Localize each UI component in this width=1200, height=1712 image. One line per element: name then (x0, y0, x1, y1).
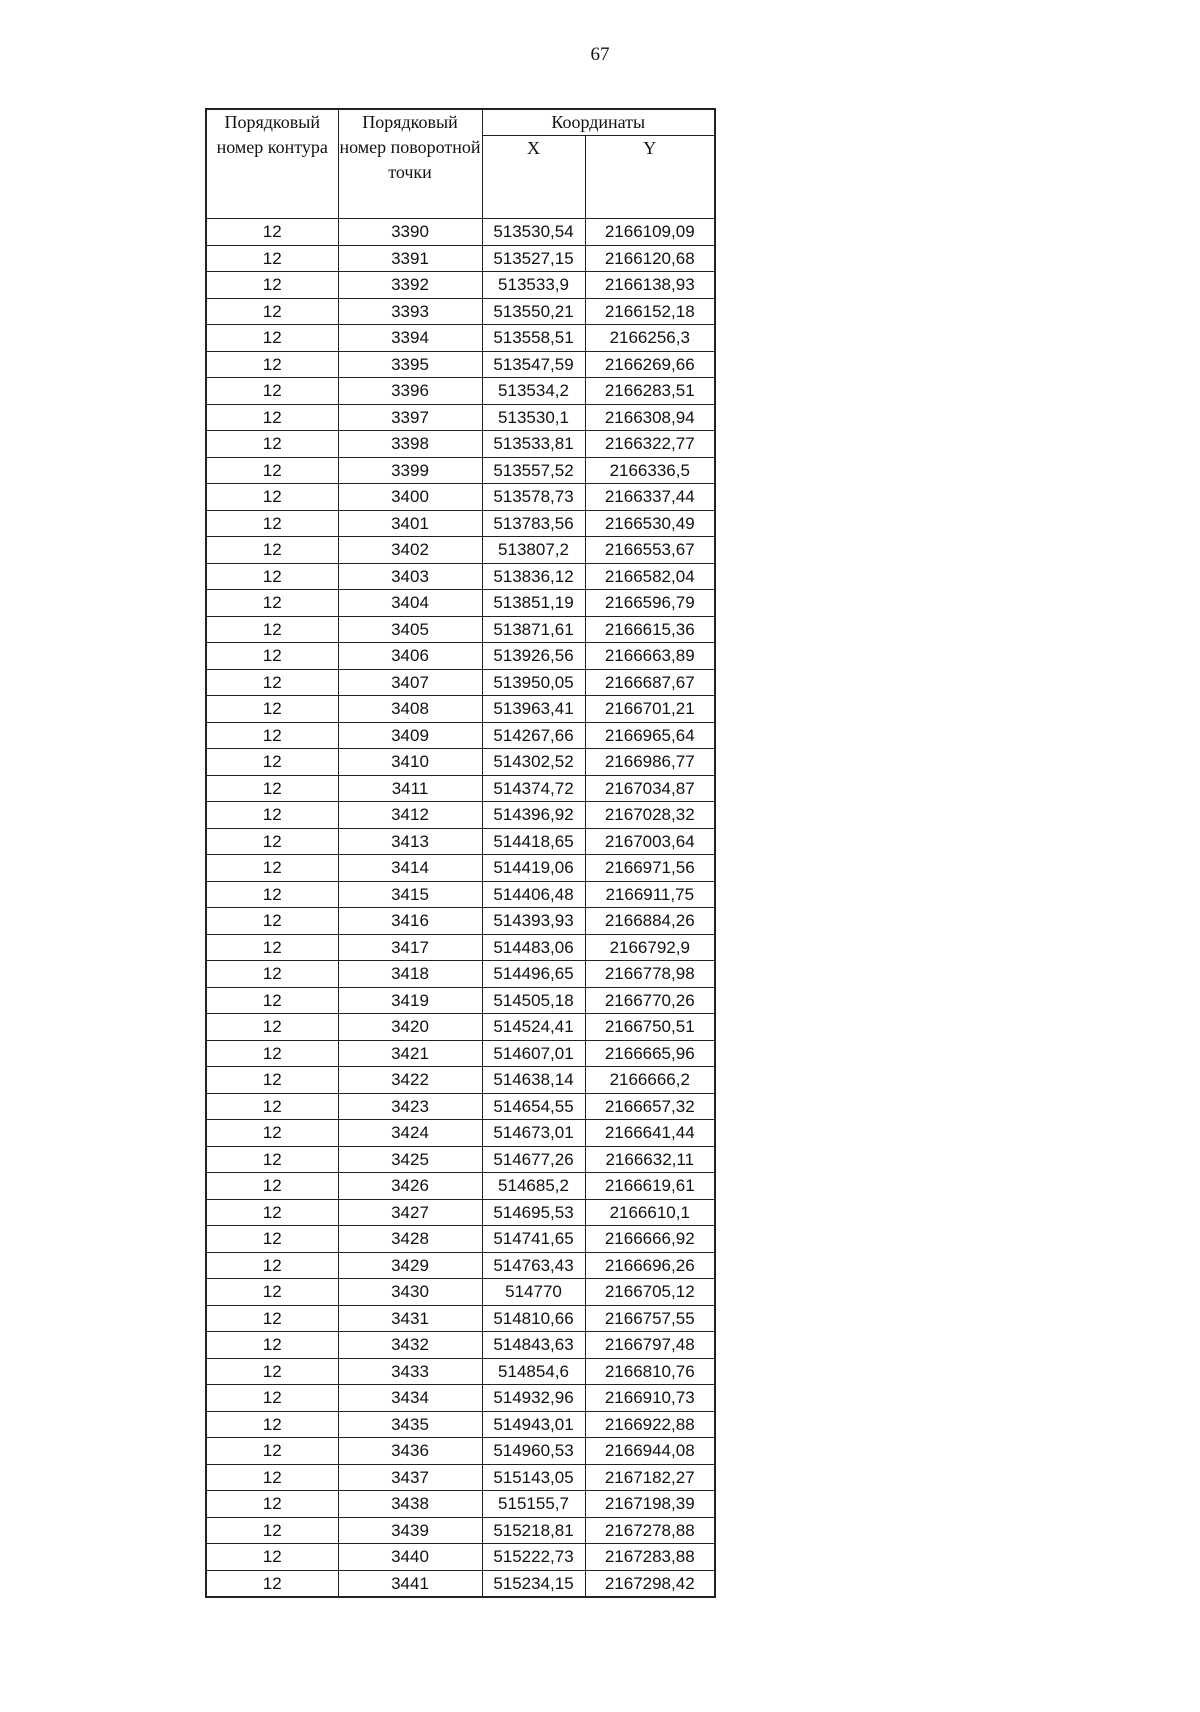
cell-x: 513533,9 (482, 272, 585, 299)
cell-contour-number: 12 (206, 1570, 338, 1597)
cell-point-number: 3414 (338, 855, 482, 882)
cell-y: 2166810,76 (585, 1358, 715, 1385)
cell-y: 2166663,89 (585, 643, 715, 670)
cell-x: 515155,7 (482, 1491, 585, 1518)
table-row (206, 245, 715, 272)
table-row (206, 1040, 715, 1067)
cell-y: 2166322,77 (585, 431, 715, 458)
cell-contour-number: 12 (206, 802, 338, 829)
cell-x: 513533,81 (482, 431, 585, 458)
cell-point-number: 3404 (338, 590, 482, 617)
cell-point-number: 3422 (338, 1067, 482, 1094)
cell-y: 2166701,21 (585, 696, 715, 723)
cell-point-number: 3396 (338, 378, 482, 405)
table-row (206, 1067, 715, 1094)
cell-y: 2167003,64 (585, 828, 715, 855)
cell-y: 2166632,11 (585, 1146, 715, 1173)
cell-contour-number: 12 (206, 1332, 338, 1359)
cell-contour-number: 12 (206, 1544, 338, 1571)
table-row (206, 881, 715, 908)
table-row (206, 696, 715, 723)
cell-x: 514393,93 (482, 908, 585, 935)
cell-y: 2166138,93 (585, 272, 715, 299)
cell-point-number: 3433 (338, 1358, 482, 1385)
cell-y: 2166770,26 (585, 987, 715, 1014)
cell-x: 514843,63 (482, 1332, 585, 1359)
cell-contour-number: 12 (206, 643, 338, 670)
cell-x: 514685,2 (482, 1173, 585, 1200)
table-row (206, 1014, 715, 1041)
table-row (206, 510, 715, 537)
table-row (206, 987, 715, 1014)
cell-contour-number: 12 (206, 1464, 338, 1491)
cell-contour-number: 12 (206, 908, 338, 935)
cell-contour-number: 12 (206, 1067, 338, 1094)
cell-x: 513534,2 (482, 378, 585, 405)
cell-x: 514374,72 (482, 775, 585, 802)
table-row (206, 1305, 715, 1332)
cell-contour-number: 12 (206, 1014, 338, 1041)
cell-point-number: 3413 (338, 828, 482, 855)
table-row (206, 431, 715, 458)
cell-point-number: 3408 (338, 696, 482, 723)
cell-point-number: 3405 (338, 616, 482, 643)
cell-y: 2166152,18 (585, 298, 715, 325)
cell-y: 2166641,44 (585, 1120, 715, 1147)
cell-point-number: 3428 (338, 1226, 482, 1253)
cell-contour-number: 12 (206, 457, 338, 484)
cell-point-number: 3410 (338, 749, 482, 776)
cell-contour-number: 12 (206, 1173, 338, 1200)
table-row (206, 961, 715, 988)
cell-x: 513547,59 (482, 351, 585, 378)
cell-x: 513851,19 (482, 590, 585, 617)
cell-contour-number: 12 (206, 881, 338, 908)
cell-contour-number: 12 (206, 696, 338, 723)
cell-x: 515218,81 (482, 1517, 585, 1544)
cell-y: 2166596,79 (585, 590, 715, 617)
cell-x: 514524,41 (482, 1014, 585, 1041)
cell-contour-number: 12 (206, 563, 338, 590)
cell-point-number: 3421 (338, 1040, 482, 1067)
table-row (206, 1438, 715, 1465)
cell-x: 513550,21 (482, 298, 585, 325)
cell-x: 514496,65 (482, 961, 585, 988)
cell-contour-number: 12 (206, 1199, 338, 1226)
table-row (206, 590, 715, 617)
cell-y: 2166530,49 (585, 510, 715, 537)
cell-y: 2166109,09 (585, 219, 715, 246)
cell-y: 2166757,55 (585, 1305, 715, 1332)
cell-contour-number: 12 (206, 219, 338, 246)
table-row (206, 1358, 715, 1385)
cell-contour-number: 12 (206, 1438, 338, 1465)
table-row (206, 404, 715, 431)
cell-point-number: 3400 (338, 484, 482, 511)
table-row (206, 1173, 715, 1200)
cell-x: 514673,01 (482, 1120, 585, 1147)
cell-contour-number: 12 (206, 749, 338, 776)
cell-point-number: 3418 (338, 961, 482, 988)
cell-x: 513557,52 (482, 457, 585, 484)
cell-y: 2167283,88 (585, 1544, 715, 1571)
cell-contour-number: 12 (206, 272, 338, 299)
table-row (206, 378, 715, 405)
cell-y: 2166657,32 (585, 1093, 715, 1120)
table-row (206, 537, 715, 564)
cell-point-number: 3420 (338, 1014, 482, 1041)
cell-x: 514854,6 (482, 1358, 585, 1385)
cell-point-number: 3424 (338, 1120, 482, 1147)
cell-point-number: 3423 (338, 1093, 482, 1120)
table-row (206, 325, 715, 352)
table-row (206, 1464, 715, 1491)
cell-y: 2167034,87 (585, 775, 715, 802)
cell-x: 514677,26 (482, 1146, 585, 1173)
cell-y: 2166120,68 (585, 245, 715, 272)
cell-contour-number: 12 (206, 1279, 338, 1306)
cell-contour-number: 12 (206, 616, 338, 643)
cell-y: 2166910,73 (585, 1385, 715, 1412)
cell-point-number: 3441 (338, 1570, 482, 1597)
cell-contour-number: 12 (206, 537, 338, 564)
cell-point-number: 3394 (338, 325, 482, 352)
cell-contour-number: 12 (206, 1491, 338, 1518)
cell-point-number: 3434 (338, 1385, 482, 1412)
table-header (206, 109, 715, 219)
cell-point-number: 3411 (338, 775, 482, 802)
cell-y: 2166336,5 (585, 457, 715, 484)
cell-contour-number: 12 (206, 245, 338, 272)
cell-x: 514695,53 (482, 1199, 585, 1226)
cell-y: 2166687,67 (585, 669, 715, 696)
cell-y: 2166911,75 (585, 881, 715, 908)
cell-point-number: 3419 (338, 987, 482, 1014)
cell-point-number: 3399 (338, 457, 482, 484)
cell-y: 2166615,36 (585, 616, 715, 643)
header-x: X (482, 136, 585, 219)
table-row (206, 272, 715, 299)
cell-x: 514741,65 (482, 1226, 585, 1253)
cell-x: 513530,1 (482, 404, 585, 431)
cell-contour-number: 12 (206, 1093, 338, 1120)
cell-y: 2166269,66 (585, 351, 715, 378)
table-row (206, 1120, 715, 1147)
cell-point-number: 3415 (338, 881, 482, 908)
cell-y: 2166922,88 (585, 1411, 715, 1438)
cell-contour-number: 12 (206, 298, 338, 325)
cell-x: 514419,06 (482, 855, 585, 882)
table-row (206, 1146, 715, 1173)
cell-contour-number: 12 (206, 987, 338, 1014)
table-row (206, 643, 715, 670)
cell-y: 2166696,26 (585, 1252, 715, 1279)
cell-x: 513926,56 (482, 643, 585, 670)
cell-y: 2166705,12 (585, 1279, 715, 1306)
table-row (206, 1491, 715, 1518)
table-row (206, 484, 715, 511)
cell-y: 2166582,04 (585, 563, 715, 590)
table-row (206, 1385, 715, 1412)
cell-y: 2166971,56 (585, 855, 715, 882)
cell-contour-number: 12 (206, 934, 338, 961)
cell-y: 2167298,42 (585, 1570, 715, 1597)
cell-contour-number: 12 (206, 1517, 338, 1544)
cell-x: 514960,53 (482, 1438, 585, 1465)
cell-x: 514654,55 (482, 1093, 585, 1120)
cell-point-number: 3427 (338, 1199, 482, 1226)
cell-contour-number: 12 (206, 855, 338, 882)
cell-x: 514638,14 (482, 1067, 585, 1094)
cell-contour-number: 12 (206, 378, 338, 405)
cell-x: 514505,18 (482, 987, 585, 1014)
table-row (206, 669, 715, 696)
table-row (206, 1093, 715, 1120)
cell-point-number: 3397 (338, 404, 482, 431)
cell-contour-number: 12 (206, 1358, 338, 1385)
cell-contour-number: 12 (206, 1385, 338, 1412)
cell-x: 513871,61 (482, 616, 585, 643)
cell-contour-number: 12 (206, 1305, 338, 1332)
cell-contour-number: 12 (206, 1146, 338, 1173)
cell-x: 515222,73 (482, 1544, 585, 1571)
page-number: 67 (590, 44, 610, 65)
cell-contour-number: 12 (206, 961, 338, 988)
cell-y: 2167198,39 (585, 1491, 715, 1518)
table-row (206, 351, 715, 378)
cell-y: 2166750,51 (585, 1014, 715, 1041)
cell-y: 2166944,08 (585, 1438, 715, 1465)
table-row (206, 828, 715, 855)
cell-point-number: 3393 (338, 298, 482, 325)
cell-point-number: 3395 (338, 351, 482, 378)
cell-point-number: 3417 (338, 934, 482, 961)
cell-x: 514932,96 (482, 1385, 585, 1412)
cell-y: 2166965,64 (585, 722, 715, 749)
table-row (206, 722, 715, 749)
table-row (206, 1332, 715, 1359)
cell-y: 2166666,92 (585, 1226, 715, 1253)
table-row (206, 219, 715, 246)
cell-point-number: 3407 (338, 669, 482, 696)
cell-point-number: 3403 (338, 563, 482, 590)
table-row (206, 855, 715, 882)
cell-point-number: 3391 (338, 245, 482, 272)
cell-contour-number: 12 (206, 722, 338, 749)
cell-x: 514396,92 (482, 802, 585, 829)
cell-y: 2166884,26 (585, 908, 715, 935)
cell-x: 514406,48 (482, 881, 585, 908)
cell-x: 514943,01 (482, 1411, 585, 1438)
cell-contour-number: 12 (206, 404, 338, 431)
header-contour-number: Порядковый номер контура (206, 109, 338, 219)
table-row (206, 934, 715, 961)
cell-x: 513578,73 (482, 484, 585, 511)
cell-point-number: 3440 (338, 1544, 482, 1571)
cell-contour-number: 12 (206, 775, 338, 802)
cell-x: 514770 (482, 1279, 585, 1306)
table-row (206, 908, 715, 935)
table-row (206, 1199, 715, 1226)
table-row (206, 749, 715, 776)
cell-contour-number: 12 (206, 1252, 338, 1279)
cell-x: 514302,52 (482, 749, 585, 776)
cell-y: 2166337,44 (585, 484, 715, 511)
cell-x: 514267,66 (482, 722, 585, 749)
cell-contour-number: 12 (206, 1040, 338, 1067)
cell-point-number: 3426 (338, 1173, 482, 1200)
cell-x: 514483,06 (482, 934, 585, 961)
cell-y: 2166797,48 (585, 1332, 715, 1359)
coordinates-table (205, 108, 716, 1598)
cell-contour-number: 12 (206, 1120, 338, 1147)
cell-point-number: 3439 (338, 1517, 482, 1544)
cell-y: 2166308,94 (585, 404, 715, 431)
table-row (206, 1570, 715, 1597)
cell-y: 2166666,2 (585, 1067, 715, 1094)
cell-point-number: 3416 (338, 908, 482, 935)
cell-point-number: 3392 (338, 272, 482, 299)
cell-y: 2166283,51 (585, 378, 715, 405)
cell-contour-number: 12 (206, 431, 338, 458)
cell-contour-number: 12 (206, 484, 338, 511)
cell-x: 513950,05 (482, 669, 585, 696)
cell-contour-number: 12 (206, 669, 338, 696)
cell-point-number: 3438 (338, 1491, 482, 1518)
cell-y: 2166610,1 (585, 1199, 715, 1226)
cell-x: 514810,66 (482, 1305, 585, 1332)
cell-point-number: 3412 (338, 802, 482, 829)
cell-point-number: 3432 (338, 1332, 482, 1359)
cell-y: 2166256,3 (585, 325, 715, 352)
header-y: Y (585, 136, 715, 219)
cell-point-number: 3430 (338, 1279, 482, 1306)
cell-y: 2166619,61 (585, 1173, 715, 1200)
cell-y: 2167278,88 (585, 1517, 715, 1544)
header-coordinates: Координаты (482, 109, 715, 136)
cell-point-number: 3390 (338, 219, 482, 246)
cell-x: 513963,41 (482, 696, 585, 723)
cell-y: 2167028,32 (585, 802, 715, 829)
table-row (206, 457, 715, 484)
cell-x: 514418,65 (482, 828, 585, 855)
table-row (206, 802, 715, 829)
cell-contour-number: 12 (206, 1411, 338, 1438)
table-body (206, 219, 715, 1598)
cell-x: 513527,15 (482, 245, 585, 272)
header-point-number: Порядковый номер поворотной точки (338, 109, 482, 219)
cell-point-number: 3436 (338, 1438, 482, 1465)
cell-point-number: 3398 (338, 431, 482, 458)
cell-point-number: 3401 (338, 510, 482, 537)
cell-x: 513783,56 (482, 510, 585, 537)
table-row (206, 1517, 715, 1544)
table-row (206, 616, 715, 643)
cell-y: 2166665,96 (585, 1040, 715, 1067)
cell-point-number: 3431 (338, 1305, 482, 1332)
table-row (206, 563, 715, 590)
cell-y: 2166986,77 (585, 749, 715, 776)
cell-contour-number: 12 (206, 510, 338, 537)
cell-point-number: 3437 (338, 1464, 482, 1491)
cell-y: 2166792,9 (585, 934, 715, 961)
cell-y: 2167182,27 (585, 1464, 715, 1491)
cell-point-number: 3425 (338, 1146, 482, 1173)
cell-point-number: 3406 (338, 643, 482, 670)
cell-x: 513558,51 (482, 325, 585, 352)
cell-x: 513807,2 (482, 537, 585, 564)
cell-point-number: 3409 (338, 722, 482, 749)
cell-x: 515143,05 (482, 1464, 585, 1491)
table-row (206, 298, 715, 325)
cell-x: 513530,54 (482, 219, 585, 246)
cell-contour-number: 12 (206, 828, 338, 855)
table-row (206, 1226, 715, 1253)
cell-contour-number: 12 (206, 590, 338, 617)
table-row (206, 1411, 715, 1438)
table-row (206, 775, 715, 802)
cell-point-number: 3402 (338, 537, 482, 564)
cell-point-number: 3435 (338, 1411, 482, 1438)
table-row (206, 1544, 715, 1571)
cell-point-number: 3429 (338, 1252, 482, 1279)
cell-x: 514607,01 (482, 1040, 585, 1067)
cell-x: 514763,43 (482, 1252, 585, 1279)
table-row (206, 1252, 715, 1279)
cell-contour-number: 12 (206, 351, 338, 378)
cell-contour-number: 12 (206, 325, 338, 352)
cell-x: 513836,12 (482, 563, 585, 590)
cell-contour-number: 12 (206, 1226, 338, 1253)
cell-y: 2166553,67 (585, 537, 715, 564)
table-row (206, 1279, 715, 1306)
cell-x: 515234,15 (482, 1570, 585, 1597)
cell-y: 2166778,98 (585, 961, 715, 988)
